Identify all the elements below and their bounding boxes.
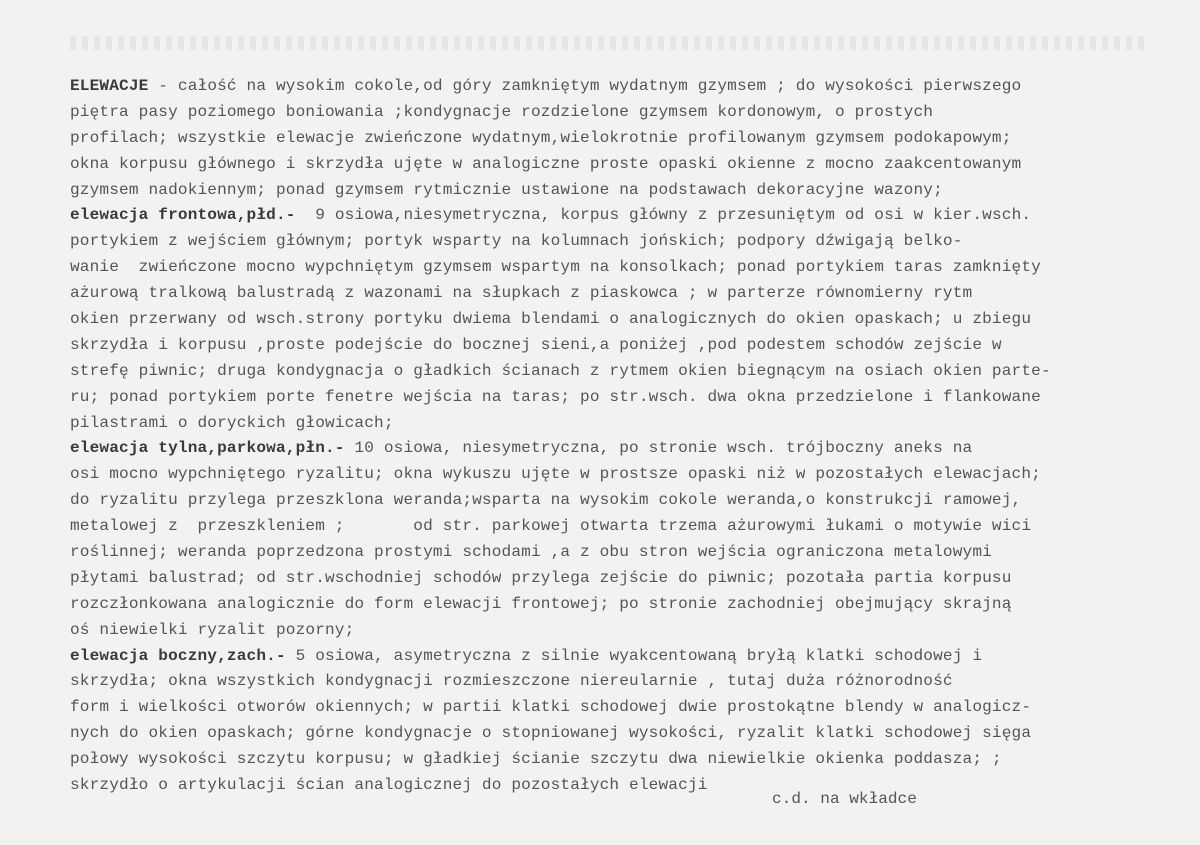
text-line xyxy=(0,540,1200,566)
line-text: płytami balustrad; od str.wschodniej schodów przylega zejście do piwnic; pozotała partia korpusu xyxy=(70,568,1012,587)
text-line xyxy=(0,721,1200,747)
line-text: do ryzalitu przylega przeszklona weranda;wsparta na wysokim cokole weranda,o konstrukcji ramowej, xyxy=(70,491,1022,510)
line-text: nych do okien opaskach; górne kondygnacje o stopniowanej wysokości, ryzalit klatki schodowej sięga xyxy=(70,724,1032,743)
line-text: połowy wysokości szczytu korpusu; w gładkiej ścianie szczytu dwa niewielkie okienka poddasza; ; xyxy=(70,750,1002,769)
line-text: ażurową tralkową balustradą z wazonami na słupkach z piaskowca ; w parterze równomierny rytm xyxy=(70,284,973,303)
text-line xyxy=(0,514,1200,540)
text-line xyxy=(0,411,1200,437)
text-line xyxy=(0,773,1200,799)
text-line xyxy=(0,747,1200,773)
line-text: skrzydła; okna wszystkich kondygnacji rozmieszczone niereularnie , tutaj duża różnorodność xyxy=(70,672,953,691)
line-text: - całość na wysokim cokole,od góry zamkniętym wydatnym gzymsem ; do wysokości pierwszego xyxy=(148,77,1022,95)
line-text: skrzydła i korpusu ,proste podejście do bocznej sieni,a poniżej ,pod podestem schodów zejście w xyxy=(70,335,1002,354)
line-text: roślinnej; weranda poprzedzona prostymi schodami ,a z obu stron wejścia ograniczona metalowymi xyxy=(70,543,992,562)
text-line xyxy=(0,100,1200,126)
line-text: ru; ponad portykiem porte fenetre wejścia na taras; po str.wsch. dwa okna przedzielone i flankowane xyxy=(70,387,1041,406)
line-text: gzymsem nadokiennym; ponad gzymsem rytmicznie ustawione na podstawach dekoracyjne wazony; xyxy=(70,180,943,199)
line-text: piętra pasy poziomego boniowania ;kondygnacje rozdzielone gzymsem kordonowym, o prostych xyxy=(70,102,934,121)
line-text: wanie zwieńczone mocno wypchniętym gzymsem wspartym na konsolkach; ponad portykiem taras zamknięty xyxy=(70,258,1041,277)
line-text: osi mocno wypchniętego ryzalitu; okna wykuszu ujęte w prostsze opaski niż w pozostałych elewacjach; xyxy=(70,465,1041,484)
text-line xyxy=(0,152,1200,178)
text-line xyxy=(0,385,1200,411)
text-line xyxy=(0,488,1200,514)
text-line xyxy=(0,618,1200,644)
line-text: 9 osiowa,niesymetryczna, korpus główny z przesuniętym od osi w kier.wsch. xyxy=(295,206,1032,225)
line-text: form i wielkości otworów okiennych; w partii klatki schodowej dwie prostokątne blendy w analogicz- xyxy=(70,698,1032,717)
text-line xyxy=(0,695,1200,721)
document-body xyxy=(0,74,1200,799)
text-line xyxy=(0,566,1200,592)
text-line xyxy=(0,669,1200,695)
section-heading: elewacja frontowa,płd.- xyxy=(70,206,296,225)
text-line xyxy=(0,203,1200,229)
text-line xyxy=(0,333,1200,359)
text-line xyxy=(0,281,1200,307)
line-text: okien przerwany od wsch.strony portyku dwiema blendami o analogicznych do okien opaskach; u zbiegu xyxy=(70,310,1032,329)
text-line xyxy=(0,74,1200,100)
section-heading: elewacja boczny,zach.- xyxy=(70,646,286,665)
text-line xyxy=(0,592,1200,618)
section-heading: ELEWACJE xyxy=(70,77,149,95)
line-text: metalowej z przeszkleniem ; od str. parkowej otwarta trzema ażurowymi łukami o motywie wici xyxy=(70,517,1032,536)
line-text: okna korpusu głównego i skrzydła ujęte w analogiczne proste opaski okienne z mocno zaakcentowanym xyxy=(70,154,1022,173)
line-text: 5 osiowa, asymetryczna z silnie wyakcentowaną bryłą klatki schodowej i xyxy=(285,646,983,665)
text-line xyxy=(0,126,1200,152)
line-text: skrzydło o artykulacji ścian analogicznej do pozostałych elewacji xyxy=(70,776,708,795)
text-line xyxy=(0,359,1200,385)
faint-header-bleedthrough xyxy=(70,36,1150,50)
section-heading: elewacja tylna,parkowa,płn.- xyxy=(70,439,345,458)
line-text: oś niewielki ryzalit pozorny; xyxy=(70,620,355,639)
text-line xyxy=(0,178,1200,204)
text-line xyxy=(0,462,1200,488)
text-line xyxy=(0,229,1200,255)
line-text: portykiem z wejściem głównym; portyk wsparty na kolumnach jońskich; podpory dźwigają belko- xyxy=(70,232,963,251)
text-line xyxy=(0,307,1200,333)
continuation-note: c.d. na wkładce xyxy=(772,790,917,808)
text-line xyxy=(0,255,1200,281)
line-text: strefę piwnic; druga kondygnacja o gładkich ścianach z rytmem okien biegnącym na osiach okien parte- xyxy=(70,361,1051,380)
line-text: rozczłonkowana analogicznie do form elewacji frontowej; po stronie zachodniej obejmujący skrajną xyxy=(70,594,1012,613)
text-line xyxy=(0,644,1200,670)
line-text: pilastrami o doryckich głowicach; xyxy=(70,413,394,432)
line-text: 10 osiowa, niesymetryczna, po stronie wsch. trójboczny aneks na xyxy=(344,439,973,458)
text-line xyxy=(0,436,1200,462)
line-text: profilach; wszystkie elewacje zwieńczone wydatnym,wielokrotnie profilowanym gzymsem podokapowym; xyxy=(70,128,1012,147)
